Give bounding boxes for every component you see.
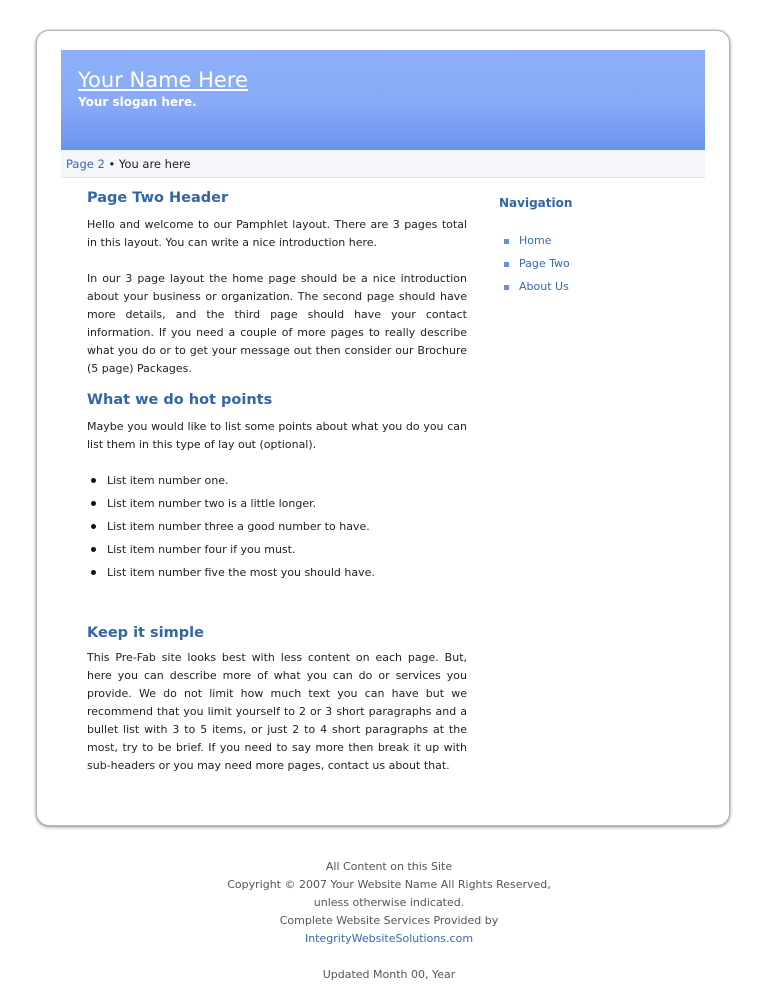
section-heading-hot-points: What we do hot points <box>87 392 273 408</box>
footer-provider-link[interactable]: IntegrityWebsiteSolutions.com <box>304 932 474 945</box>
bullet-dot-icon <box>91 547 96 552</box>
page-footer <box>0 858 778 984</box>
list-item <box>87 515 467 538</box>
page-heading: Page Two Header <box>87 190 229 206</box>
navigation-title: Navigation <box>499 196 573 210</box>
list-item <box>87 492 467 515</box>
keep-simple-paragraph: This Pre-Fab site looks best with less content on each page. But, here you can describe more of what you can do or services you provide. We do not limit how much text you can have but we recommend that you limit yourself to 2 or 3 short paragraphs and a bullet list with 3 to 5 items, or just 2 to 4 short paragraphs at the most, try to be brief. If you need to say more then break it up with sub-headers or you may need more pages, contact us about that. <box>87 651 467 772</box>
footer-line: Complete Website Services Provided by <box>279 914 499 927</box>
breadcrumb-page-link[interactable]: Page 2 <box>66 157 105 171</box>
list-item-text: List item number four if you must. <box>107 543 296 556</box>
list-item-text: List item number two is a little longer. <box>107 497 317 510</box>
intro-paragraph: Hello and welcome to our Pamphlet layout. There are 3 pages total in this layout. You can write a nice introduction here. <box>87 218 467 249</box>
section-heading-keep-simple: Keep it simple <box>87 625 204 641</box>
hot-points-paragraph: Maybe you would like to list some points about what you do you can list them in this type of lay out (optional). <box>87 420 467 451</box>
bullet-dot-icon <box>91 524 96 529</box>
site-title-link[interactable]: Your Name Here <box>78 68 248 92</box>
nav-item-about-us <box>499 276 570 299</box>
list-item <box>87 538 467 561</box>
main-content <box>87 186 467 775</box>
square-bullet-icon <box>504 285 509 290</box>
list-item-text: List item number five the most you should have. <box>107 566 375 579</box>
sidebar-navigation <box>499 193 679 293</box>
list-item-text: List item number one. <box>107 474 229 487</box>
bullet-dot-icon <box>91 570 96 575</box>
footer-updated: Updated Month 00, Year <box>322 968 456 981</box>
breadcrumb <box>61 150 705 178</box>
list-item <box>87 469 467 492</box>
list-item-text: List item number three a good number to have. <box>107 520 370 533</box>
nav-link-home[interactable]: Home <box>519 234 552 247</box>
footer-line: unless otherwise indicated. <box>313 896 465 909</box>
bullet-dot-icon <box>91 478 96 483</box>
nav-link-about-us[interactable]: About Us <box>519 280 569 293</box>
hot-points-list <box>87 469 467 584</box>
footer-copyright: Copyright © 2007 Your Website Name All Rights Reserved, <box>227 878 551 891</box>
nav-link-page-two[interactable]: Page Two <box>519 257 570 270</box>
list-item <box>87 561 467 584</box>
bullet-dot-icon <box>91 501 96 506</box>
breadcrumb-separator: • <box>108 157 116 171</box>
nav-item-home <box>499 230 570 253</box>
footer-line: All Content on this Site <box>325 860 453 873</box>
site-header <box>61 50 705 150</box>
breadcrumb-location: You are here <box>118 157 191 171</box>
details-paragraph: In our 3 page layout the home page should be a nice introduction about your business or organization. The second page should have more details, and the third page should have your contact information. If you need a couple of more pages to really describe what you do or to get your message out then consider our Brochure (5 page) Packages. <box>87 272 467 375</box>
site-slogan: Your slogan here. <box>78 95 197 109</box>
square-bullet-icon <box>504 262 509 267</box>
navigation-list <box>499 230 570 299</box>
square-bullet-icon <box>504 239 509 244</box>
nav-item-page-two <box>499 253 570 276</box>
